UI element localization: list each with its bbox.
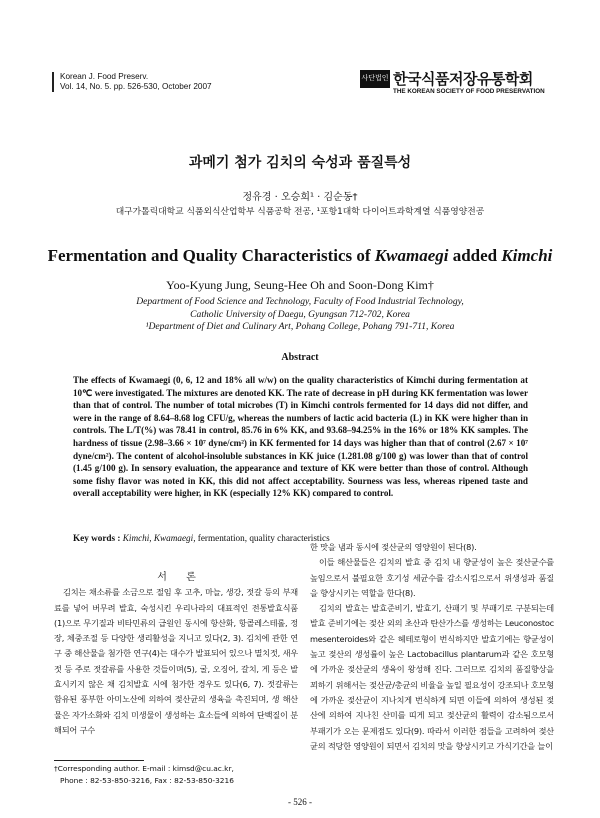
society-name: 한국식품저장유통학회 (393, 70, 533, 88)
affiliation-en-line3: ¹Department of Diet and Culinary Art, Pohang College, Pohang 791-711, Korea (145, 321, 455, 333)
authors-korean: 정유경 · 오승희¹ · 김순동† (242, 192, 358, 203)
footnote-phone: Phone : 82-53-850-3216, Fax : 82-53-850-3216 (60, 776, 234, 785)
corresponding-author-footnote (54, 763, 304, 787)
body-left-column (54, 570, 298, 738)
abstract-body: The effects of Kwamaegi (0, 6, 12 and 18% all w/w) on the quality characteristics of Kimchi during fermentation at 10℃ were investigated. The mixtures are denoted KK. The rate of decrease in pH during KK fermentation was lower than that of control. The number of total microbes (T) in Kimchi controls fermented for 14 days did not differ, and were in the range of 8.64–8.68 log CFU/g, whereas the numbers of lactic acid bacteria (L) in KK were higher than in controls. The L/T(%) was 78.41 in control, 85.76 in 6% KK, and 93.68–94.25% in the 16% or 18% KK samples. The hardness of tissue (2.98–3.66 × 10⁷ dyne/cm²) in KK fermented for 14 days was higher than that of control (2.67 × 10⁷ dyne/cm²). The content of alcohol-insoluble substances in KK juice (1.281.08 g/100 g) was lower than that of control (1.45 g/100 g). In sensory evaluation, the appearance and texture of KK were better than those of control. Although some fishy flavor was noted in KK, this did not affect acceptability. Sourness was less, whereas ripened taste and overall acceptability were higher, in KK (especially 12% KK) compared to control. (73, 375, 528, 499)
affiliation-korean: 대구가톨릭대학교 식품외식산업학부 식품공학 전공, ¹포항1대학 다이어트과학계열 식품영양전공 (115, 207, 485, 217)
section-title: 서 론 (157, 572, 204, 583)
society-name-en: THE KOREAN SOCIETY OF FOOD PRESERVATION (393, 88, 545, 95)
journal-volume: Vol. 14, No. 5. pp. 526-530, October 2007 (60, 82, 212, 91)
left-paragraph-1: 김치는 채소류를 소금으로 절임 후 고추, 마늘, 생강, 젓갈 등의 부재료를 넣어 버무려 발효, 숙성시킨 우리나라의 대표적인 전통발효식품(1)으로 무기질과 비타민류의 급원인 동시에 항산화, 항콜레스테롤, 정장, 체중조절 등 다양한 생리활성을 지니고 있다(2, 3). 김치에 관한 연구 중 해산물을 첨가한 연구(4)는 대수가 발표되어 있으나 멸치젓, 새우젓 등 주로 젓갈류를 사용한 것들이며(5), 굴, 오징어, 갈치, 게 등은 발효시키지 않은 채 김치발효 시에 첨가한 경우도 있다(6, 7). 젓갈류는 함유된 풍부한 아미노산에 의하여 젖산균의 생육을 촉진되며, 생 해산물은 자가소화와 김치 미생물이 생성하는 효소들에 의하여 단백질이 분해되어 구수 (54, 587, 298, 735)
society-badge: 사단법인 (360, 70, 390, 88)
affiliation-en-line1: Department of Food Science and Technology, Faculty of Food Industrial Technology, (136, 296, 464, 307)
affiliation-en-line2: Catholic University of Daegu, Gyungsan 712-702, Korea (190, 308, 410, 320)
right-paragraph-1: 이들 해산물들은 김치의 발효 중 김치 내 향균성이 높은 젖산균수를 높임으로서 불필요한 호기성 세균수를 감소시킴으로서 위생성과 품질을 향상시키는 역할을 한다(8). (310, 557, 554, 598)
affiliation-english (0, 296, 600, 334)
title-en-kimchi: Kimchi (501, 246, 553, 265)
right-paragraph-2: 김치의 발효는 발효준비기, 발효기, 산패기 및 부패기로 구분되는데 발효 준비기에는 젖산 외의 초산과 탄산가스를 생성하는 Leuconostoc mesenteroides와 같은 헤테로형이 번식하지만 발효기에는 향균성이 높고 젖산의 생성률이 높은 Lactobacillus plantarum과 같은 호모형에 가까운 젖산균의 생육이 왕성해 진다. 그러므로 김치의 품질향상을 꾀하기 위해서는 젖산균/총균의 비율을 높일 필요성이 강조되나 호모형에 가까운 젖산균이 지나치게 번식하게 되면 이들에 의하여 생성된 젖산에 의하여 지나친 산미를 띠게 되고 젖산균의 활력이 감소됨으로서 부패기가 오는 문제점도 있다(9). 따라서 이러한 점들을 고려하여 젖산균의 적당한 영양원이 되면서 김치의 맛을 향상시키고 가식기간을 늘이 (310, 603, 554, 751)
title-english (0, 246, 600, 266)
abstract-heading: Abstract (281, 352, 319, 363)
page-number: - 526 - (288, 797, 312, 807)
society-logo (360, 68, 570, 95)
title-en-part2: added (448, 246, 502, 265)
keywords-rest: fermentation, quality characteristics (195, 533, 330, 543)
title-en-kwamaegi: Kwamaegi (374, 246, 449, 265)
keywords-italic: Kimchi, Kwamaegi, (122, 533, 196, 543)
keywords-label: Key words : (73, 533, 121, 543)
title-en-part1: Fermentation and Quality Characteristics of (47, 246, 375, 265)
title-korean: 과메기 첨가 김치의 숙성과 품질특성 (188, 155, 412, 171)
right-paragraph-0: 한 맛을 냄과 동시에 젖산균의 영양원이 된다(8). (310, 542, 477, 552)
body-right-column (310, 540, 554, 754)
journal-name: Korean J. Food Preserv. (60, 72, 149, 81)
journal-citation (52, 72, 212, 92)
footnote-rule (54, 760, 144, 761)
footnote-email: †Corresponding author. E-mail : kimsd@cu.ac.kr, (54, 764, 234, 773)
authors-english: Yoo-Kyung Jung, Seung-Hee Oh and Soon-Dong Kim† (166, 278, 434, 292)
